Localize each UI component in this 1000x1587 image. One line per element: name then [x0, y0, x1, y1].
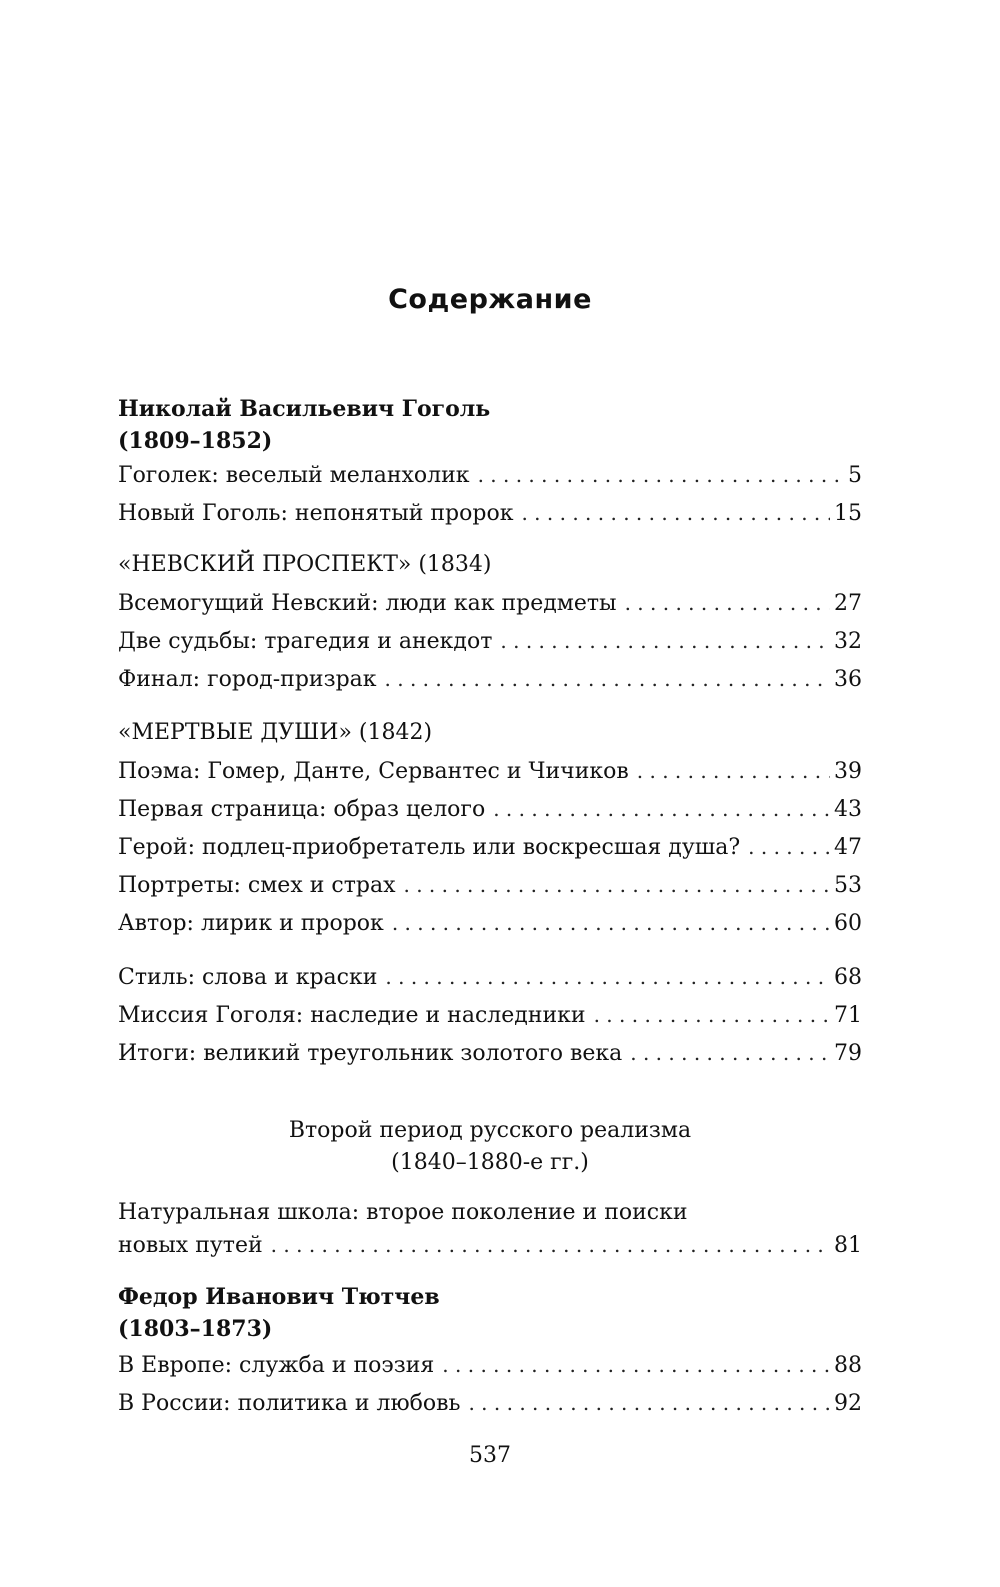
toc-entry-text: Портреты: смех и страх	[118, 873, 396, 898]
toc-entry[interactable]	[118, 1386, 862, 1421]
dot-leader	[625, 586, 830, 620]
dot-leader	[594, 998, 830, 1032]
period-title: Второй период русского реализма	[288, 1118, 692, 1143]
dot-leader	[500, 624, 830, 658]
author-name-gogol: Николай Васильевич Гоголь	[118, 396, 491, 422]
author-years-tyutchev: (1803–1873)	[118, 1316, 273, 1342]
toc-entry-text: новых путей	[118, 1233, 263, 1258]
period-years: (1840–1880-е гг.)	[391, 1150, 589, 1175]
toc-entry-page: 5	[848, 463, 862, 488]
toc-entry[interactable]	[118, 998, 862, 1033]
toc-entry-text: Автор: лирик и пророк	[118, 911, 384, 936]
toc-entry[interactable]	[118, 960, 862, 995]
toc-entry[interactable]	[118, 1228, 862, 1263]
section-heading-nevsky: «НЕВСКИЙ ПРОСПЕКТ» (1834)	[118, 552, 492, 577]
toc-entry-text: Две судьбы: трагедия и анекдот	[118, 629, 493, 654]
toc-entry-page: 15	[834, 501, 862, 526]
dot-leader	[493, 792, 830, 826]
toc-entry-text: Финал: город-призрак	[118, 667, 377, 692]
toc-entry-page: 43	[834, 797, 862, 822]
toc-entry-page: 47	[834, 835, 862, 860]
toc-entry-text: Новый Гоголь: непонятый пророк	[118, 501, 514, 526]
dot-leader	[442, 1348, 830, 1382]
dot-leader	[385, 662, 830, 696]
toc-entry-page: 36	[834, 667, 862, 692]
dot-leader	[478, 458, 844, 492]
dot-leader	[392, 906, 830, 940]
toc-entry[interactable]	[118, 1348, 862, 1383]
toc-entry-text: Поэма: Гомер, Данте, Сервантес и Чичиков	[118, 759, 629, 784]
toc-entry-page: 60	[834, 911, 862, 936]
toc-entry-text: Стиль: слова и краски	[118, 965, 378, 990]
toc-entry[interactable]	[118, 624, 862, 659]
section-heading-dead-souls: «МЕРТВЫЕ ДУШИ» (1842)	[118, 720, 433, 745]
toc-entry-text: Миссия Гоголя: наследие и наследники	[118, 1003, 586, 1028]
toc-entry-page: 92	[834, 1391, 862, 1416]
toc-entry[interactable]	[118, 458, 862, 493]
dot-leader	[385, 960, 830, 994]
toc-entry-text: Итоги: великий треугольник золотого века	[118, 1041, 623, 1066]
toc-entry-page: 27	[834, 591, 862, 616]
dot-leader	[630, 1036, 830, 1070]
toc-entry-page: 39	[834, 759, 862, 784]
toc-entry-text: Всемогущий Невский: люди как предметы	[118, 591, 617, 616]
toc-entry[interactable]	[118, 868, 862, 903]
toc-entry[interactable]	[118, 586, 862, 621]
dot-leader	[748, 830, 830, 864]
toc-entry-text: В России: политика и любовь	[118, 1391, 461, 1416]
toc-entry-text: В Европе: служба и поэзия	[118, 1353, 435, 1378]
toc-entry-page: 32	[834, 629, 862, 654]
author-name-tyutchev: Федор Иванович Тютчев	[118, 1284, 440, 1310]
toc-entry-page: 68	[834, 965, 862, 990]
toc-entry-text: Первая страница: образ целого	[118, 797, 486, 822]
author-years-gogol: (1809–1852)	[118, 428, 273, 454]
dot-leader	[521, 496, 830, 530]
toc-entry[interactable]	[118, 792, 862, 827]
toc-entry-text-line1[interactable]: Натуральная школа: второе поколение и поиски	[118, 1200, 688, 1225]
dot-leader	[403, 868, 830, 902]
toc-entry-page: 71	[834, 1003, 862, 1028]
dot-leader	[271, 1228, 830, 1262]
toc-entry-text: Герой: подлец-приобретатель или воскресшая душа?	[118, 835, 741, 860]
dot-leader	[637, 754, 830, 788]
page-number: 537	[469, 1443, 511, 1468]
toc-entry[interactable]	[118, 662, 862, 697]
toc-entry-text: Гоголек: веселый меланхолик	[118, 463, 470, 488]
toc-entry[interactable]	[118, 754, 862, 789]
toc-entry[interactable]	[118, 496, 862, 531]
toc-entry-page: 81	[834, 1233, 862, 1258]
toc-entry-page: 53	[834, 873, 862, 898]
dot-leader	[468, 1386, 830, 1420]
toc-entry[interactable]	[118, 906, 862, 941]
toc-entry[interactable]	[118, 830, 862, 865]
toc-entry-page: 88	[834, 1353, 862, 1378]
toc-entry[interactable]	[118, 1036, 862, 1071]
toc-entry-page: 79	[834, 1041, 862, 1066]
page-title: Содержание	[388, 284, 592, 315]
